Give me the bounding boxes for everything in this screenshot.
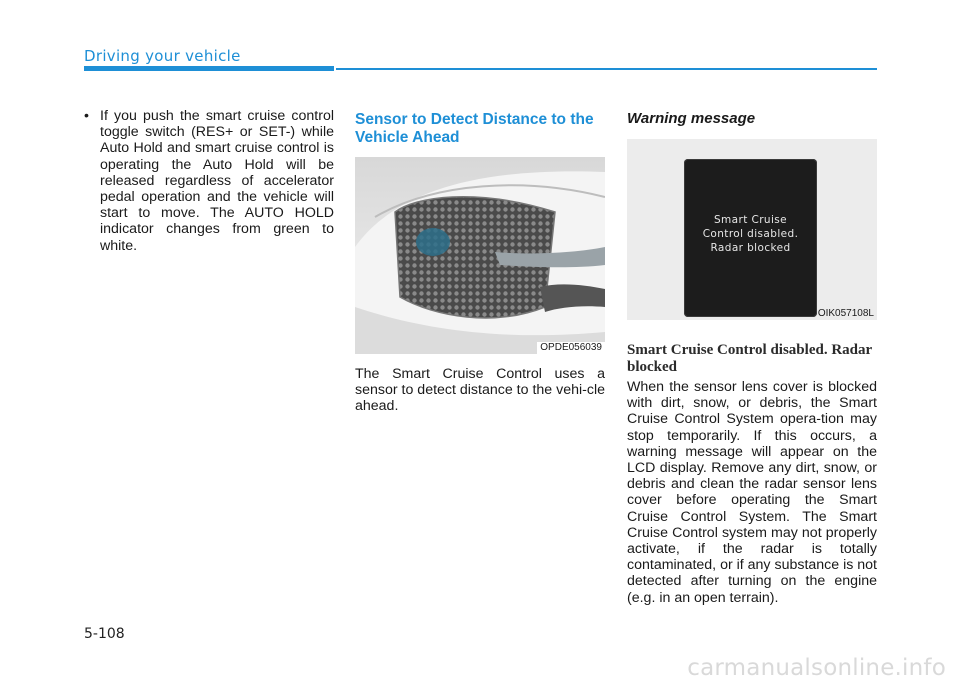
warning-subheading: Smart Cruise Control disabled. Radar blocked	[627, 342, 872, 375]
sensor-body: The Smart Cruise Control uses a sensor to detect distance to the vehi-cle ahead.	[355, 366, 605, 415]
sensor-heading: Sensor to Detect Distance to the Vehicle Ahead	[355, 111, 594, 146]
car-front-image	[355, 157, 605, 354]
lcd-image-caption: OIK057108L	[817, 308, 874, 319]
car-illustration	[355, 157, 605, 354]
warning-body: When the sensor lens cover is blocked with dirt, snow, or debris, the Smart Cruise Control System opera-tion may stop temporarily. If this occurs, a warning message will appear on the LCD display. Remove any dirt, snow, or debris and clean the radar sensor lens cover before operating the Smart Cruise Control System. The Smart Cruise Control system may not properly activate, if the radar is totally contaminated, or if any substance is not detected after turning on the engine (e.g. in an open terrain).	[627, 379, 877, 606]
lcd-line: Radar blocked	[710, 242, 791, 254]
watermark: carmanualsonline.info	[687, 655, 946, 681]
lcd-line: Smart Cruise	[713, 214, 788, 226]
bullet-item	[84, 108, 334, 254]
page-number: 5-108	[84, 626, 125, 642]
lcd-display	[684, 159, 817, 317]
header-rule-thin	[336, 68, 877, 70]
warning-heading: Warning message	[627, 110, 756, 127]
lcd-image	[627, 139, 877, 320]
bullet-text: If you push the smart cruise control toggle switch (RES+ or SET-) while Auto Hold and smart cruise control is operating the Auto Hold will be released regardless of accelerator pedal operation and the vehicle will start to move. The AUTO HOLD indicator changes from green to white.	[100, 108, 334, 254]
section-title: Driving your vehicle	[84, 47, 241, 65]
car-image-caption: OPDE056039	[537, 342, 605, 354]
header-rule-thick	[84, 66, 334, 71]
lcd-message	[684, 213, 817, 255]
left-column	[84, 108, 334, 254]
lcd-line: Control disabled.	[702, 228, 799, 240]
bullet-dot-icon: •	[84, 108, 89, 124]
